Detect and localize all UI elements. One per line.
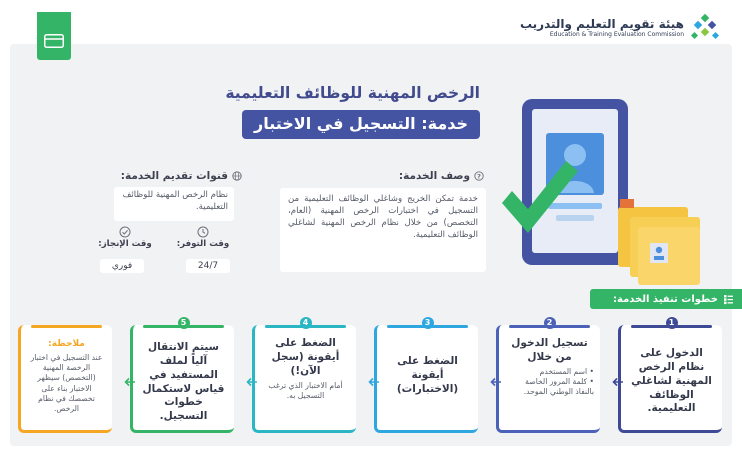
- step-2-number: 2: [544, 317, 556, 329]
- tablet-illustration: [500, 93, 710, 293]
- license-card-tag: [37, 12, 71, 60]
- step-3-title: الضغط على أيقونة (الاختبارات): [396, 355, 459, 395]
- step-2-item-username: • اسم المستخدم: [505, 367, 594, 377]
- step-5-title: سيتم الانتقال آلياً لملف المستفيد في قياس لاستكمال خطوات التسجيل.: [142, 341, 225, 423]
- check-circle-icon: [119, 226, 131, 238]
- step-2-item-password: • كلمة المرور الخاصة بالنفاذ الوطني الموحد.: [505, 377, 594, 398]
- note-title: ملاحظة:: [48, 339, 85, 349]
- step-arrow-icon: [368, 377, 380, 387]
- step-arrow-icon: [246, 377, 258, 387]
- availability-value: 24/7: [186, 259, 230, 273]
- step-arrow-icon: [490, 377, 502, 387]
- org-name-english: Education & Training Evaluation Commission: [549, 31, 684, 39]
- step-5-number: 5: [178, 317, 190, 329]
- step-1-title: الدخول على نظام الرخص المهنية لشاغلي الوظائف التعليمية.: [631, 347, 712, 415]
- description-heading: [399, 170, 484, 182]
- step-5-card: [130, 318, 234, 433]
- step-2-list: [505, 367, 594, 398]
- step-4-number: 4: [300, 317, 312, 329]
- clock-icon: [197, 226, 209, 238]
- step-3-card: [374, 318, 478, 433]
- step-4-text: أمام الاختبار الذي ترغب التسجيل به.: [268, 380, 343, 400]
- globe-icon: [232, 171, 242, 181]
- question-icon: [474, 171, 484, 181]
- org-name-arabic: هيئة تقويم التعليم والتدريب: [519, 16, 684, 31]
- page-title: الرخص المهنية للوظائف التعليمية: [225, 84, 480, 102]
- card-icon: [44, 34, 64, 48]
- step-4-title: الضغط على أيقونة (سجل الآن!): [271, 337, 340, 377]
- service-title: خدمة: التسجيل في الاختبار: [242, 110, 480, 139]
- note-card: [18, 325, 112, 433]
- steps-list-icon: [723, 294, 734, 305]
- step-2-title: تسجيل الدخول من خلال: [511, 337, 588, 363]
- step-2-card: [496, 318, 600, 433]
- step-4-card: [252, 318, 356, 433]
- completion-value: فوري: [100, 259, 144, 273]
- channels-heading: [121, 170, 242, 182]
- completion-label: [96, 226, 154, 249]
- description-heading-label: وصف الخدمة:: [398, 170, 470, 182]
- step-3-number: 3: [422, 317, 434, 329]
- step-1-card: [618, 318, 722, 433]
- logo-emblem-icon: [690, 13, 720, 43]
- note-accent: [31, 325, 102, 328]
- org-logo: [520, 13, 720, 43]
- channels-heading-label: قنوات تقديم الخدمة:: [120, 170, 228, 182]
- channels-text: نظام الرخص المهنية للوظائف التعليمية.: [114, 187, 234, 221]
- note-text: عند التسجيل في اختبار الرخصة المهنية (التخصص) سيظهر الاختبار بناء على تخصصك في نظام الرخص.: [30, 352, 103, 414]
- availability-label-text: وقت التوفر:: [176, 239, 230, 249]
- completion-label-text: وقت الإنجاز:: [98, 239, 152, 249]
- step-1-number: 1: [666, 317, 678, 329]
- steps-heading: [590, 289, 742, 309]
- steps-heading-label: خطوات تنفيذ الخدمة:: [613, 293, 718, 305]
- svg-text:?: ?: [477, 172, 481, 181]
- step-arrow-icon: [612, 377, 624, 387]
- availability-label: [176, 226, 230, 249]
- step-arrow-icon: [124, 377, 136, 387]
- description-text: خدمة تمكن الخريج وشاغلي الوظائف التعليمية من التسجيل في اختبارات الرخص المهنية (العام، التخصص) من خلال نظام الرخص المهنية لشاغلي الوظائف التعليمية.: [280, 188, 486, 272]
